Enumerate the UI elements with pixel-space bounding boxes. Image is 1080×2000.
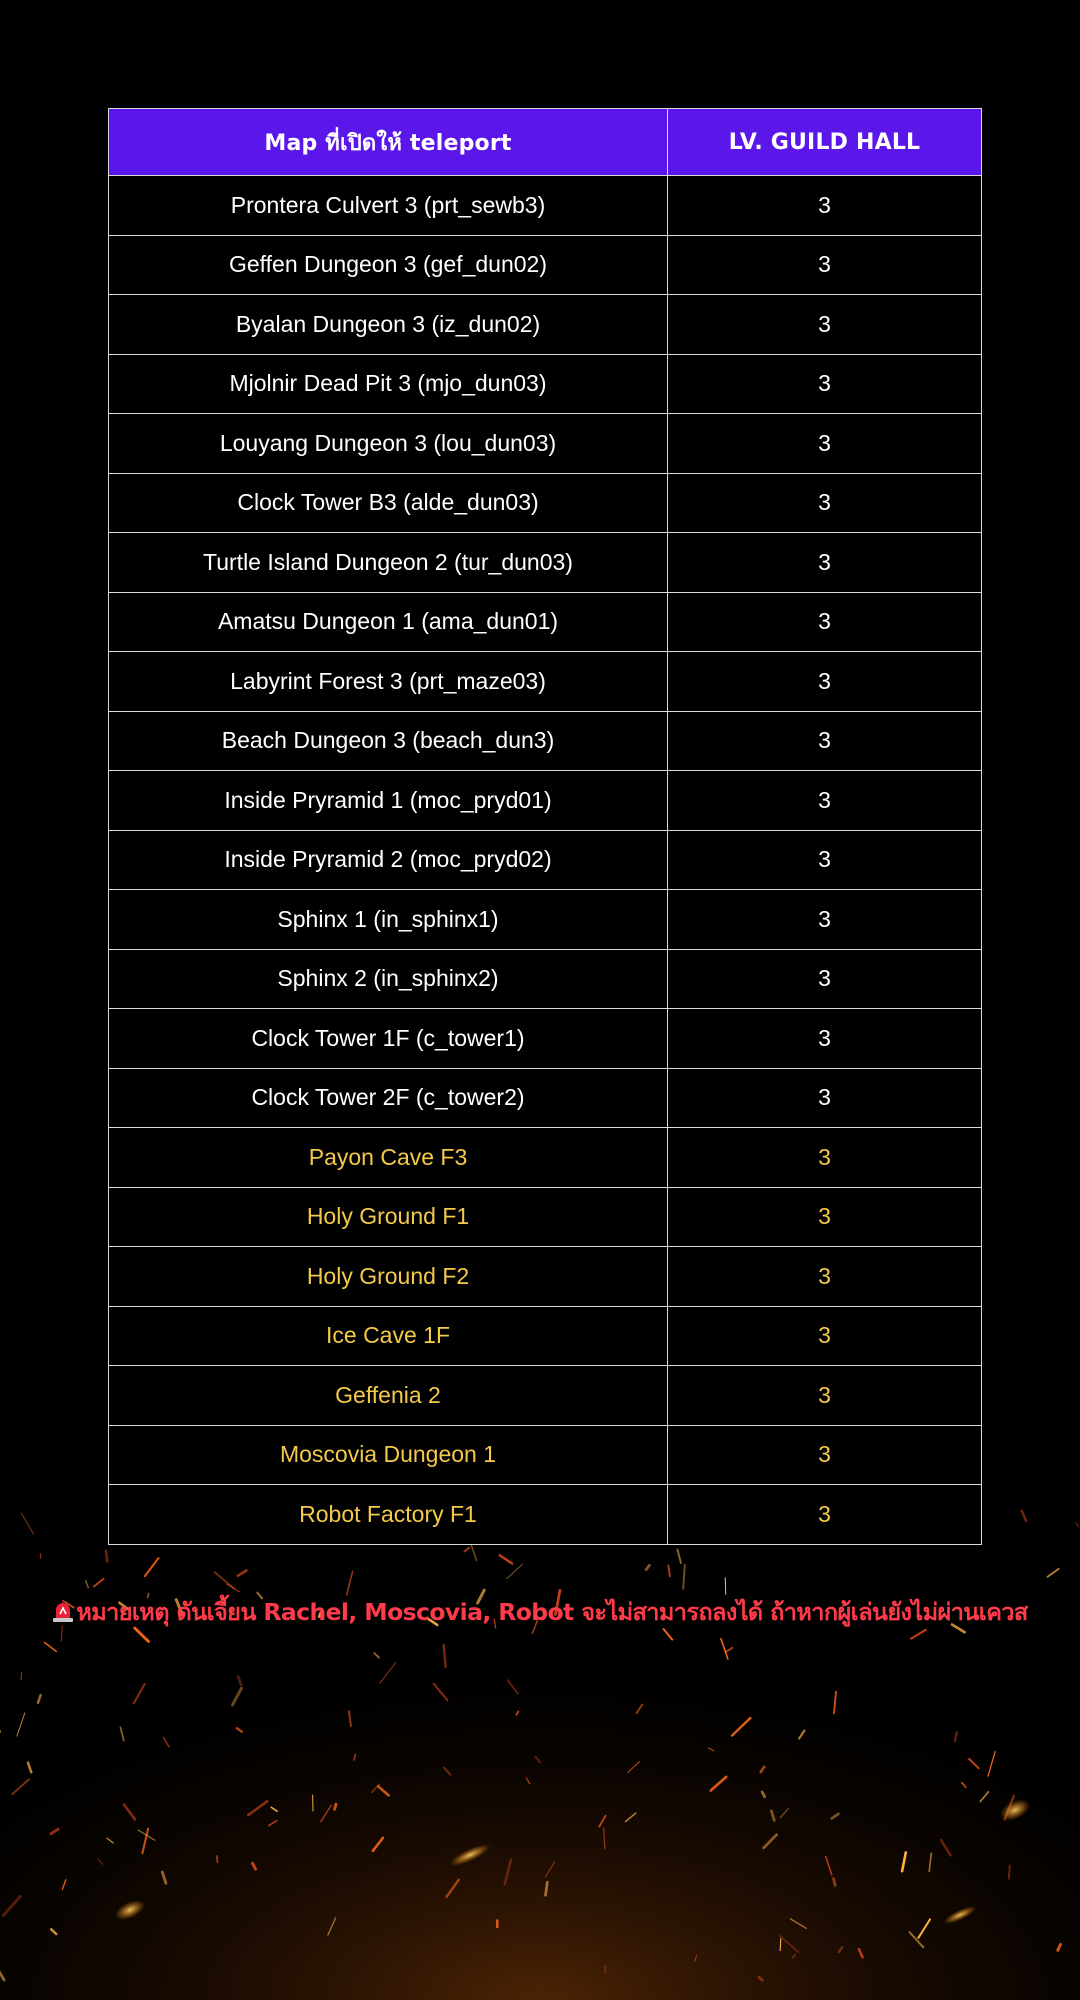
table-row bbox=[109, 354, 982, 414]
table-row bbox=[109, 1425, 982, 1485]
map-name-cell: Prontera Culvert 3 (prt_sewb3) bbox=[109, 176, 668, 236]
table-row bbox=[109, 1009, 982, 1069]
guild-hall-level-cell: 3 bbox=[668, 652, 982, 712]
map-name-cell: Byalan Dungeon 3 (iz_dun02) bbox=[109, 295, 668, 355]
ember-spark bbox=[780, 1939, 781, 1951]
map-name-cell: Geffenia 2 bbox=[109, 1366, 668, 1426]
teleport-table bbox=[108, 108, 982, 1545]
guild-hall-level-cell: 3 bbox=[668, 1485, 982, 1545]
note-banner bbox=[0, 1594, 1080, 1631]
map-name-cell: Amatsu Dungeon 1 (ama_dun01) bbox=[109, 592, 668, 652]
map-name-cell: Clock Tower 2F (c_tower2) bbox=[109, 1068, 668, 1128]
table-row bbox=[109, 295, 982, 355]
ember-spark bbox=[546, 1882, 548, 1895]
ember-spark bbox=[106, 1551, 108, 1562]
table-row bbox=[109, 414, 982, 474]
table-body bbox=[109, 176, 982, 1545]
table-row bbox=[109, 830, 982, 890]
table-row bbox=[109, 473, 982, 533]
map-name-cell: Labyrint Forest 3 (prt_maze03) bbox=[109, 652, 668, 712]
table-row bbox=[109, 592, 982, 652]
map-name-cell: Holy Ground F1 bbox=[109, 1187, 668, 1247]
map-name-cell: Sphinx 2 (in_sphinx2) bbox=[109, 949, 668, 1009]
guild-hall-level-cell: 3 bbox=[668, 1306, 982, 1366]
map-name-cell: Ice Cave 1F bbox=[109, 1306, 668, 1366]
table-row bbox=[109, 1485, 982, 1545]
guild-hall-level-cell: 3 bbox=[668, 711, 982, 771]
map-name-cell: Payon Cave F3 bbox=[109, 1128, 668, 1188]
ember-spark bbox=[759, 1977, 762, 1980]
table-row bbox=[109, 1068, 982, 1128]
ember-spark bbox=[335, 1804, 336, 1809]
table-row bbox=[109, 176, 982, 236]
siren-icon bbox=[52, 1599, 74, 1623]
guild-hall-level-cell: 3 bbox=[668, 890, 982, 950]
teleport-table-container bbox=[108, 108, 981, 1545]
table-row bbox=[109, 652, 982, 712]
map-name-cell: Sphinx 1 (in_sphinx1) bbox=[109, 890, 668, 950]
table-row bbox=[109, 949, 982, 1009]
map-name-cell: Robot Factory F1 bbox=[109, 1485, 668, 1545]
table-row bbox=[109, 235, 982, 295]
table-row bbox=[109, 1247, 982, 1307]
guild-hall-level-cell: 3 bbox=[668, 949, 982, 1009]
guild-hall-level-cell: 3 bbox=[668, 1425, 982, 1485]
note-text: หมายเหตุ ดันเจี้ยน Rachel, Moscovia, Robot จะไม่สามารถลงได้ ถ้าหากผู้เล่นยังไม่ผ่านเควส bbox=[76, 1598, 1028, 1626]
guild-hall-level-cell: 3 bbox=[668, 1247, 982, 1307]
table-row bbox=[109, 533, 982, 593]
table-row bbox=[109, 1128, 982, 1188]
table-row bbox=[109, 890, 982, 950]
map-name-cell: Louyang Dungeon 3 (lou_dun03) bbox=[109, 414, 668, 474]
guild-hall-level-cell: 3 bbox=[668, 235, 982, 295]
guild-hall-level-cell: 3 bbox=[668, 295, 982, 355]
map-name-cell: Moscovia Dungeon 1 bbox=[109, 1425, 668, 1485]
guild-hall-level-cell: 3 bbox=[668, 473, 982, 533]
guild-hall-level-cell: 3 bbox=[668, 176, 982, 236]
map-name-cell: Inside Pryramid 1 (moc_pryd01) bbox=[109, 771, 668, 831]
guild-hall-level-cell: 3 bbox=[668, 592, 982, 652]
guild-hall-level-cell: 3 bbox=[668, 1068, 982, 1128]
ember-spark bbox=[354, 1754, 355, 1760]
map-name-cell: Geffen Dungeon 3 (gef_dun02) bbox=[109, 235, 668, 295]
guild-hall-level-cell: 3 bbox=[668, 1366, 982, 1426]
ember-spark bbox=[217, 1856, 218, 1862]
map-name-cell: Clock Tower B3 (alde_dun03) bbox=[109, 473, 668, 533]
guild-hall-level-cell: 3 bbox=[668, 533, 982, 593]
table-row bbox=[109, 1306, 982, 1366]
table-row bbox=[109, 711, 982, 771]
map-name-cell: Beach Dungeon 3 (beach_dun3) bbox=[109, 711, 668, 771]
map-name-cell: Holy Ground F2 bbox=[109, 1247, 668, 1307]
guild-hall-level-cell: 3 bbox=[668, 354, 982, 414]
map-name-cell: Inside Pryramid 2 (moc_pryd02) bbox=[109, 830, 668, 890]
guild-hall-level-cell: 3 bbox=[668, 830, 982, 890]
guild-hall-level-cell: 3 bbox=[668, 1187, 982, 1247]
map-name-cell: Turtle Island Dungeon 2 (tur_dun03) bbox=[109, 533, 668, 593]
map-name-cell: Clock Tower 1F (c_tower1) bbox=[109, 1009, 668, 1069]
ember-spark bbox=[834, 1879, 836, 1886]
ember-spark bbox=[1009, 1866, 1010, 1879]
guild-hall-level-cell: 3 bbox=[668, 771, 982, 831]
table-row bbox=[109, 1366, 982, 1426]
table-row bbox=[109, 771, 982, 831]
table-row bbox=[109, 1187, 982, 1247]
header-map: Map ที่เปิดให้ teleport bbox=[109, 109, 668, 176]
guild-hall-level-cell: 3 bbox=[668, 1128, 982, 1188]
guild-hall-level-cell: 3 bbox=[668, 1009, 982, 1069]
guild-hall-level-cell: 3 bbox=[668, 414, 982, 474]
map-name-cell: Mjolnir Dead Pit 3 (mjo_dun03) bbox=[109, 354, 668, 414]
table-header-row bbox=[109, 109, 982, 176]
header-guild-hall-level: LV. GUILD HALL bbox=[668, 109, 982, 176]
